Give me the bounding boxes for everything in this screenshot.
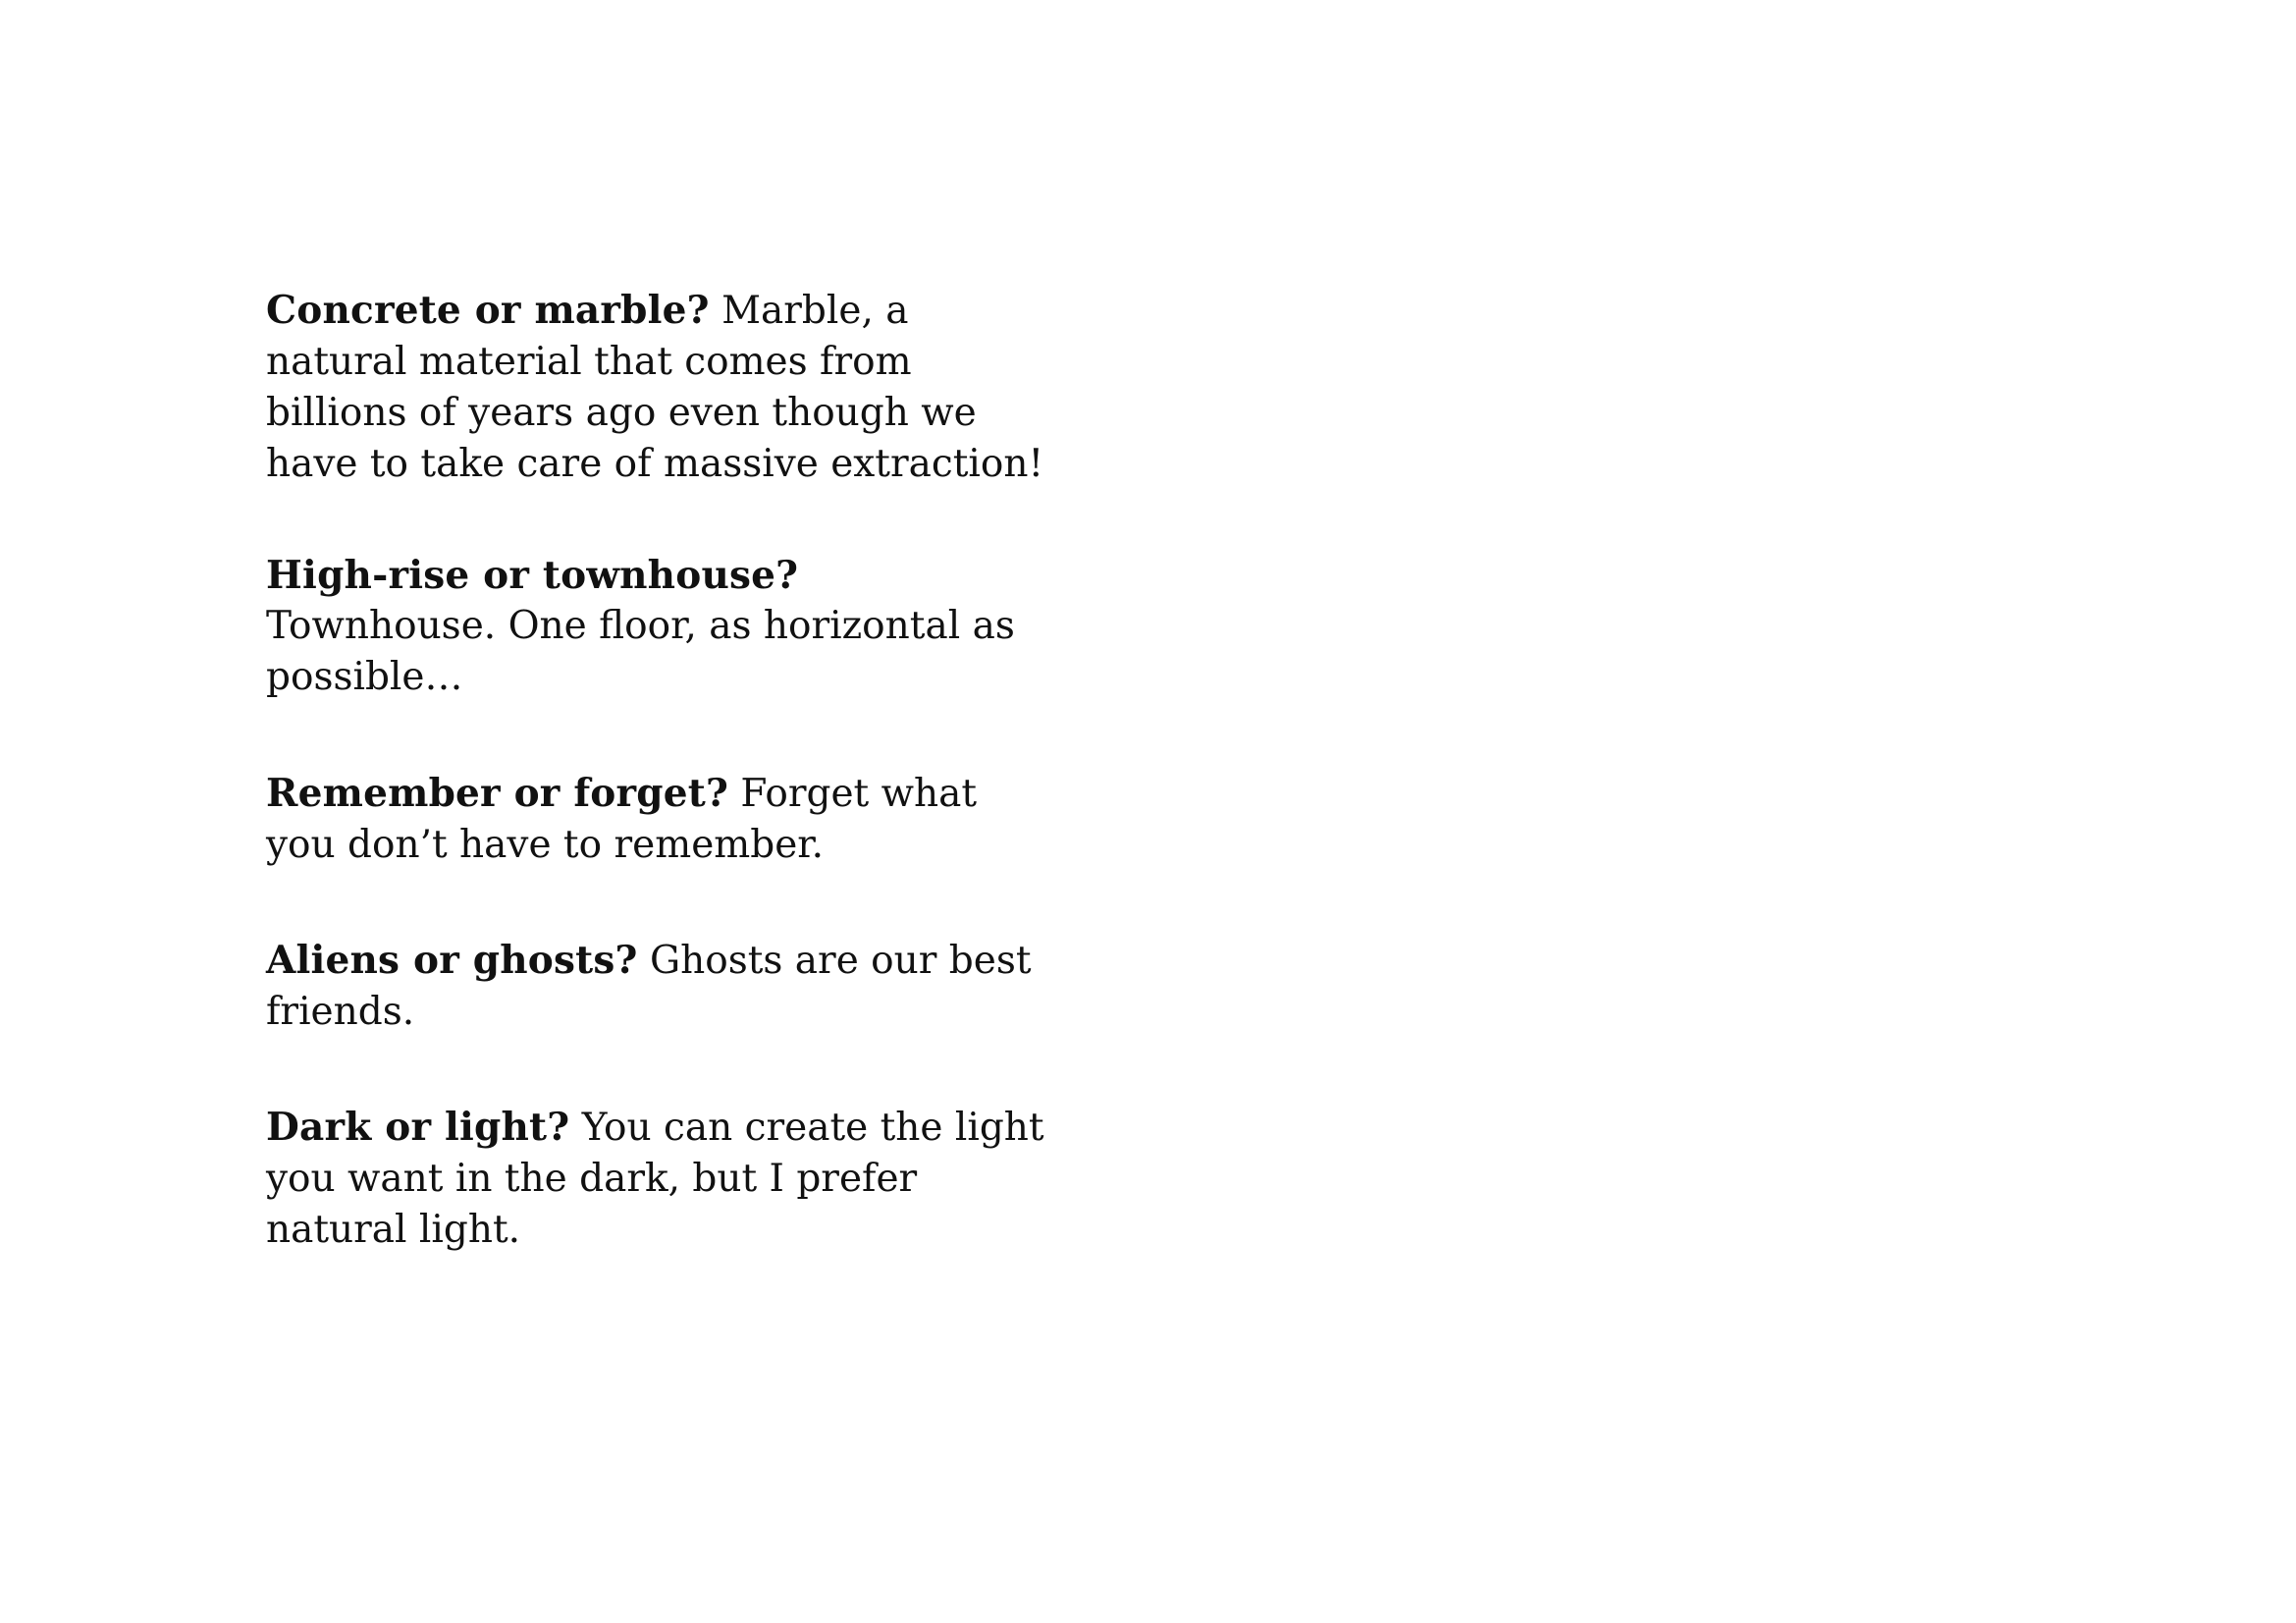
qa-item-high-rise-or-townhouse [266,550,1015,703]
question: Concrete or marble? [266,288,710,333]
answer-line: you don’t have to remember. [266,823,825,867]
answer-line: natural light. [266,1208,521,1252]
qa-item-aliens-or-ghosts [266,935,1032,1038]
answer: Forget what [740,772,978,816]
answer: Ghosts are our best [649,939,1032,983]
qa-line [266,1102,1044,1154]
qa-line [266,768,978,820]
answer-line: natural material that comes from [266,340,912,384]
answer-line: have to take care of massive extraction! [266,442,1044,486]
qa-item-concrete-or-marble [266,285,1044,490]
qa-line [266,935,1032,987]
question: High-rise or townhouse? [266,553,799,598]
question: Remember or forget? [266,771,729,816]
answer: Marble, a [721,289,909,333]
answer-line: Townhouse. One floor, as horizontal as [266,604,1015,648]
qa-item-remember-or-forget [266,768,978,871]
answer: You can create the light [581,1106,1044,1150]
answer-line: billions of years ago even though we [266,391,977,435]
answer-line: possible… [266,655,463,699]
qa-item-dark-or-light [266,1102,1044,1256]
qa-line [266,285,973,337]
answer-line: you want in the dark, but I prefer [266,1157,918,1201]
answer-line: friends. [266,990,415,1034]
question: Dark or light? [266,1105,570,1150]
question: Aliens or ghosts? [266,938,638,983]
